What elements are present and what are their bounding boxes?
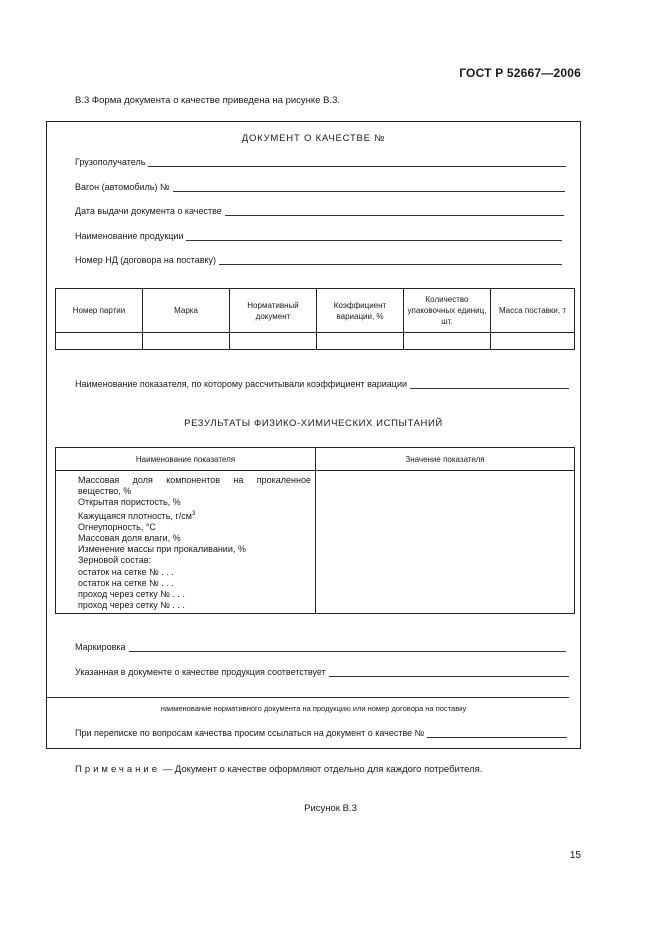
field-label: Указанная в документе о качестве продукция соответствует — [75, 667, 326, 677]
table-cell — [230, 333, 317, 350]
standard-number: ГОСТ Р 52667—2006 — [459, 66, 581, 80]
indicator-item: Огнеупорность, °С — [78, 521, 156, 532]
field-label: Грузополучатель — [75, 157, 146, 167]
table-header-row — [56, 448, 575, 471]
note — [75, 764, 482, 775]
field-blank-line — [329, 667, 569, 677]
col-grade: Марка — [143, 289, 230, 333]
field-blank-line — [219, 255, 562, 265]
col-indicator-name: Наименование показателя — [56, 448, 316, 471]
field-nd-number — [75, 255, 562, 265]
field-label: Наименование продукции — [75, 231, 184, 241]
table-cell — [404, 333, 491, 350]
field-label: Дата выдачи документа о качестве — [75, 206, 222, 216]
col-normative-doc: Нормативный документ — [230, 289, 317, 333]
field-blank-line — [427, 728, 567, 738]
col-variation: Коэффициент вариации, % — [317, 289, 404, 333]
field-blank-line — [225, 206, 564, 216]
field-label: Наименование показателя, по которому рассчитывали коэффициент вариации — [75, 379, 408, 389]
indicator-item: остаток на сетке № . . . — [78, 566, 174, 577]
conformity-hint: наименование нормативного документа на продукцию или номер договора на поставку — [160, 704, 467, 713]
table-row — [56, 333, 575, 350]
field-label: Вагон (автомобиль) № — [75, 182, 170, 192]
indicator-item: Кажущаяся плотность, $г/см^3$ — [78, 510, 196, 521]
field-marking — [75, 642, 566, 652]
indicator-item: Массовая доля компонентов на прокаленное вещество, % — [78, 475, 311, 497]
indicator-list — [56, 471, 316, 614]
field-label: Номер НД (договора на поставку) — [75, 255, 217, 265]
col-indicator-value: Значение показателя — [316, 448, 575, 471]
field-blank-line — [410, 379, 569, 389]
col-batch-number: Номер партии — [56, 289, 143, 333]
table-cell — [491, 333, 575, 350]
results-table — [55, 447, 575, 614]
batch-table — [55, 288, 575, 350]
field-correspondence — [75, 728, 567, 738]
field-blank-line — [186, 231, 562, 241]
field-consignee — [75, 157, 566, 167]
table-cell — [56, 333, 143, 350]
table-cell — [317, 333, 404, 350]
indicator-item: проход через сетку № . . . — [78, 589, 185, 600]
table-header-row — [56, 289, 575, 333]
table-cell — [143, 333, 230, 350]
note-text: — Документ о качестве оформляют отдельно для каждого потребителя. — [160, 764, 483, 775]
intro-text: В.3 Форма документа о качестве приведена на рисунке В.3. — [75, 95, 340, 106]
indicator-item: Массовая доля влаги, % — [78, 533, 181, 544]
indicator-item: остаток на сетке № . . . — [78, 577, 174, 588]
note-label: Примечание — [75, 764, 160, 775]
form-title: ДОКУМЕНТ О КАЧЕСТВЕ № — [241, 133, 386, 144]
field-label: Маркировка — [75, 642, 126, 652]
indicator-item: проход через сетку № . . . — [78, 600, 185, 611]
indicator-item: Зерновой состав: — [78, 555, 152, 566]
col-delivery-mass: Масса поставки, т — [491, 289, 575, 333]
field-variation-indicator — [75, 379, 569, 389]
col-package-count: Количество упаковочных единиц, шт. — [404, 289, 491, 333]
page-number: 15 — [569, 850, 581, 861]
field-blank-line — [148, 157, 566, 167]
indicator-item: Открытая пористость, % — [78, 497, 181, 508]
indicator-value-cell — [316, 471, 575, 614]
results-title: РЕЗУЛЬТАТЫ ФИЗИКО-ХИМИЧЕСКИХ ИСПЫТАНИЙ — [184, 418, 443, 429]
field-issue-date — [75, 206, 564, 216]
figure-caption: Рисунок В.3 — [304, 803, 357, 814]
field-label: При переписке по вопросам качества просим ссылаться на документ о качестве № — [75, 728, 425, 738]
field-wagon — [75, 182, 565, 192]
field-product-name — [75, 231, 562, 241]
indicator-item: Изменение массы при прокаливании, % — [78, 544, 246, 555]
field-conformity — [75, 667, 569, 677]
field-blank-line — [129, 642, 566, 652]
conformity-blank-line — [46, 697, 569, 698]
table-row — [56, 471, 575, 614]
field-blank-line — [173, 182, 565, 192]
